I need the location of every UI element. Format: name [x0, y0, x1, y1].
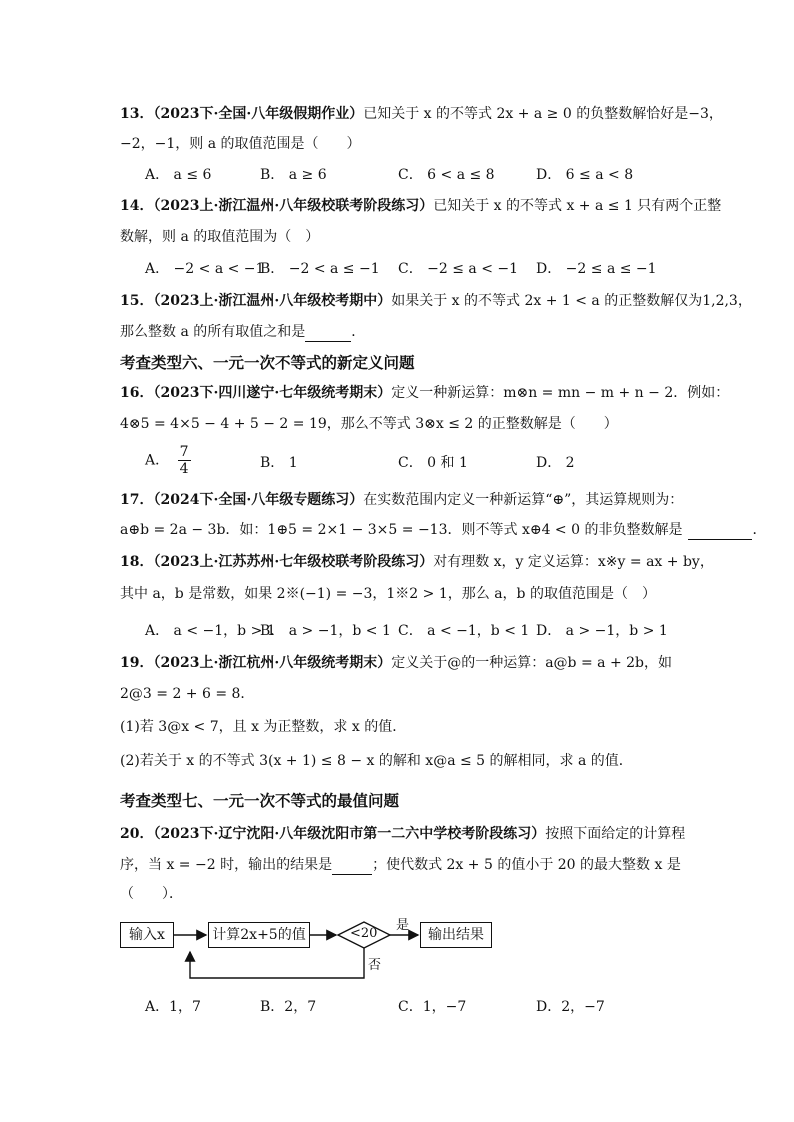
flow-output-box: 输出结果 [420, 922, 492, 948]
q19-text-1: 定义关于@的一种运算：a@b = a + 2b，如 [391, 655, 672, 671]
q15-answer-blank[interactable] [305, 326, 351, 342]
q13-option-c[interactable]: C． 6 < a ≤ 8 [398, 167, 495, 183]
q15-source: （2023上·浙江温州·八年级校考期中） [153, 293, 392, 309]
q18-number: 18． [120, 554, 154, 570]
q18-source: （2023上·江苏苏州·七年级校联考阶段练习） [153, 554, 434, 570]
q15-text-2: 那么整数 a 的所有取值之和是 [120, 324, 306, 340]
q20-option-a[interactable]: A．1，7 [145, 999, 201, 1015]
q14-text-1: 已知关于 x 的不等式 x + a ≤ 1 只有两个正整 [433, 198, 722, 214]
q19-number: 19． [120, 655, 154, 671]
section-6-heading: 考查类型六、一元一次不等式的新定义问题 [120, 353, 415, 372]
q16-option-a[interactable] [145, 444, 191, 477]
flow-input-box: 输入x [120, 922, 174, 948]
q15-line1 [120, 291, 752, 311]
q17-source: （2024下·全国·八年级专题练习） [153, 492, 364, 508]
section-7-heading: 考查类型七、一元一次不等式的最值问题 [120, 791, 400, 810]
q20-option-b[interactable]: B．2，7 [260, 999, 317, 1015]
q15-end: ． [351, 324, 366, 340]
q16-option-c[interactable]: C． 0 和 1 [398, 455, 468, 471]
q19-part-2: (2)若关于 x 的不等式 3(x + 1) ≤ 8 − x 的解和 x@a ≤ 5 的解相同，求 a 的值． [120, 753, 633, 769]
q14-option-b[interactable]: B． −2 < a ≤ −1 [260, 261, 380, 277]
q13-source: （2023下·全国·八年级假期作业） [153, 106, 364, 122]
q16-number: 16． [120, 385, 154, 401]
q16-source: （2023下·四川遂宁·七年级统考期末） [153, 385, 392, 401]
q14-option-c[interactable]: C． −2 ≤ a < −1 [398, 261, 519, 277]
q16-option-a-fraction [178, 444, 191, 477]
q14-option-a[interactable]: A． −2 < a < −1 [145, 261, 265, 277]
q15-text-1: 如果关于 x 的不等式 2x + 1 < a 的正整数解仅为1,2,3， [391, 293, 752, 309]
q20-line2 [120, 855, 681, 875]
flowchart [110, 910, 530, 990]
flow-no-label: 否 [368, 958, 382, 973]
q18-option-d[interactable]: D． a > −1，b > 1 [536, 623, 668, 639]
q20-number: 20． [120, 826, 154, 842]
q20-text-2b: ；使代数式 2x + 5 的值小于 20 的最大整数 x 是 [372, 857, 681, 873]
flow-yes-label: 是 [396, 918, 410, 933]
q13-option-b[interactable]: B． a ≥ 6 [260, 167, 327, 183]
q20-line1 [120, 824, 685, 844]
q13-text-1: 已知关于 x 的不等式 2x + a ≥ 0 的负整数解恰好是−3， [363, 106, 723, 122]
q19-source: （2023上·浙江杭州·八年级统考期末） [153, 655, 392, 671]
q17-number: 17． [120, 492, 154, 508]
q16-line2: 4⊗5 = 4×5 − 4 + 5 − 2 = 19，那么不等式 3⊗x ≤ 2 的正整数解是（ ） [120, 416, 618, 432]
q19-line1 [120, 653, 672, 673]
q20-answer-blank[interactable] [332, 859, 372, 875]
q16-option-d[interactable]: D． 2 [536, 455, 575, 471]
q20-option-c[interactable]: C．1，−7 [398, 999, 467, 1015]
q17-line1 [120, 490, 683, 510]
q18-option-a[interactable]: A． a < −1，b > 1 [145, 623, 276, 639]
q14-line2: 数解，则 a 的取值范围为（ ） [120, 229, 320, 245]
q13-line2: −2，−1，则 a 的取值范围是（ ） [120, 136, 361, 152]
q18-line2: 其中 a，b 是常数，如果 2※(−1) = −3，1※2 > 1，那么 a，b 的取值范围是（ ） [120, 586, 656, 602]
q17-answer-blank[interactable] [688, 524, 752, 540]
q14-line1 [120, 196, 721, 216]
q20-option-d[interactable]: D．2，−7 [536, 999, 605, 1015]
q15-line2 [120, 322, 365, 342]
q17-line2 [120, 520, 766, 540]
flow-compute-box: 计算2x+5的值 [208, 922, 310, 948]
q18-line1 [120, 552, 714, 572]
q20-source: （2023下·辽宁沈阳·八年级沈阳市第一二六中学校考阶段练习） [153, 826, 546, 842]
q17-end: ． [752, 522, 767, 538]
q13-option-a[interactable]: A． a ≤ 6 [145, 167, 212, 183]
flow-condition-label: <20 [350, 926, 378, 941]
fraction-denominator: 4 [179, 461, 189, 477]
q13-number: 13． [120, 106, 154, 122]
q17-text-1: 在实数范围内定义一种新运算“⊕”，其运算规则为： [363, 492, 684, 508]
q18-option-b[interactable]: B． a > −1，b < 1 [260, 623, 391, 639]
q19-line2: 2@3 = 2 + 6 = 8． [120, 686, 255, 702]
q18-text-1: 对有理数 x，y 定义运算：x※y = ax + by， [433, 554, 714, 570]
q14-number: 14． [120, 198, 154, 214]
fraction-numerator: 7 [179, 444, 189, 460]
q14-source: （2023上·浙江温州·八年级校联考阶段练习） [153, 198, 434, 214]
q13-option-d[interactable]: D． 6 ≤ a < 8 [536, 167, 634, 183]
q16-text-1: 定义一种新运算：m⊗n = mn − m + n − 2．例如： [391, 385, 730, 401]
q14-option-d[interactable]: D． −2 ≤ a ≤ −1 [536, 261, 657, 277]
arrow-loop-back [190, 948, 364, 978]
q16-option-b[interactable]: B． 1 [260, 455, 298, 471]
q19-part-1: (1)若 3@x < 7，且 x 为正整数，求 x 的值． [120, 719, 407, 735]
q20-text-1: 按照下面给定的计算程 [545, 826, 686, 842]
q15-number: 15． [120, 293, 154, 309]
q16-line1 [120, 383, 729, 403]
q13-line1 [120, 104, 723, 124]
q20-text-2a: 序，当 x = −2 时，输出的结果是 [120, 857, 333, 873]
q17-text-2: a⊕b = 2a − 3b．如：1⊕5 = 2×1 − 3×5 = −13．则不等式 x⊕4 < 0 的非负整数解是 [120, 522, 683, 538]
q16-option-a-label: A． [145, 452, 170, 469]
q20-line3: （ ）． [120, 886, 183, 902]
q18-option-c[interactable]: C． a < −1，b < 1 [398, 623, 530, 639]
